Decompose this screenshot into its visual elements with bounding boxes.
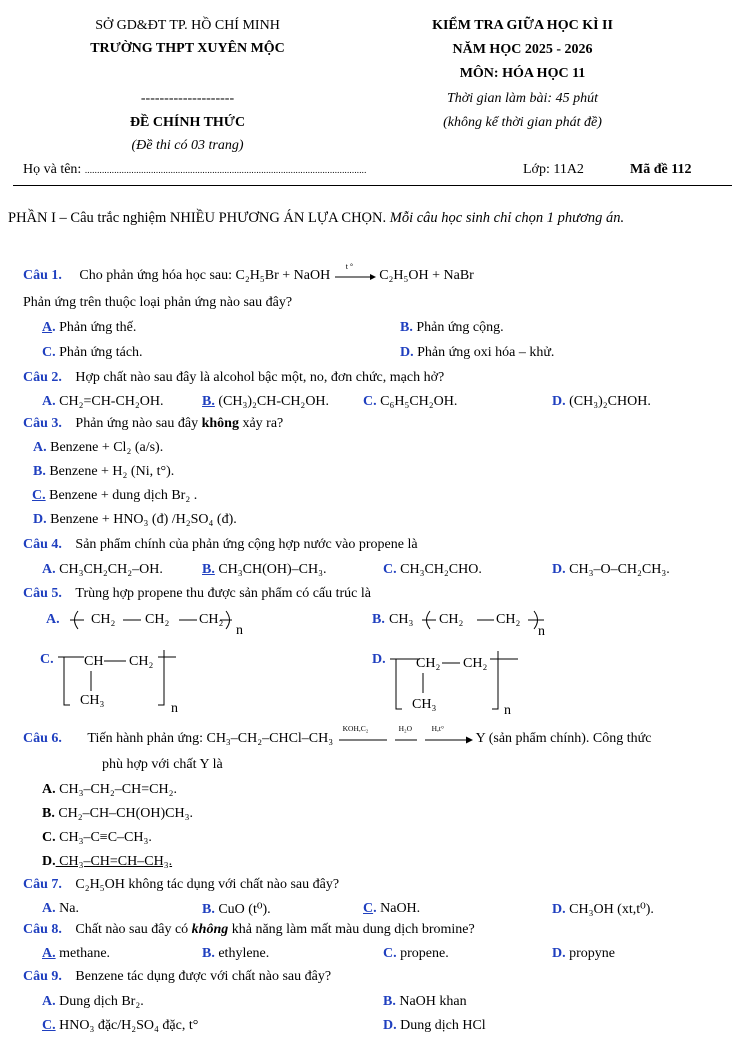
q1-option-a[interactable] <box>42 320 136 336</box>
reaction-right: C₂H₅OH + NaBr <box>379 268 474 283</box>
monomer-ch2-2: CH₂ <box>496 612 521 627</box>
question-5 <box>23 586 371 602</box>
option-letter: C <box>363 901 374 916</box>
option-text: propene. <box>396 946 449 961</box>
monomer-ch3: CH₃ <box>389 612 414 627</box>
option-letter: C. <box>42 830 56 845</box>
q1-option-b[interactable] <box>400 320 504 336</box>
q6-option-c[interactable] <box>42 830 152 846</box>
q7-option-a[interactable] <box>42 901 79 917</box>
q9-option-b[interactable] <box>383 994 467 1010</box>
header-divider: -------------------- <box>140 91 235 106</box>
option-letter: C. <box>32 488 46 503</box>
condition-2: H₂O <box>398 723 413 733</box>
question-3-number: Câu 3. <box>23 416 62 431</box>
q2-option-c[interactable] <box>363 394 457 410</box>
option-letter: A. <box>42 394 56 409</box>
option-letter: B. <box>33 464 46 479</box>
question-2-text: Hợp chất nào sau đây là alcohol bậc một, no, đơn chức, mạch hở? <box>75 370 445 385</box>
option-text: ethylene. <box>214 946 270 961</box>
option-text: CH₃OH (xt,t⁰). <box>565 902 654 917</box>
q4-option-b[interactable] <box>202 562 327 578</box>
q1-option-c[interactable] <box>42 345 143 361</box>
option-letter: D. <box>33 512 47 527</box>
option-letter: B. <box>372 612 385 627</box>
option-letter: D. <box>552 902 566 917</box>
option-text: Phản ứng cộng. <box>412 320 504 335</box>
option-text: NaOH khan <box>395 994 467 1009</box>
option-letter: D. <box>552 562 566 577</box>
backbone-ch2-1: CH₂ <box>416 656 441 671</box>
question-1-number: Câu 1. <box>23 268 62 283</box>
q2-option-d[interactable] <box>552 394 651 410</box>
monomer-ch2-3: CH₂ <box>199 612 224 627</box>
question-2 <box>23 370 444 386</box>
option-text: CH₂=CH-CH₂OH. <box>55 394 164 409</box>
q6-option-a[interactable] <box>42 782 177 798</box>
option-letter: D. <box>552 946 566 961</box>
q1-option-d[interactable] <box>400 345 554 361</box>
option-text: Phản ứng thế. <box>55 320 137 335</box>
option-text: Benzene + Cl₂ (a/s). <box>46 440 164 455</box>
option-letter: D. <box>552 394 566 409</box>
question-6-number: Câu 6. <box>23 731 62 746</box>
page-count: (Đề thi có 03 trang) <box>131 138 244 153</box>
q5-option-b[interactable] <box>372 605 572 647</box>
q7-option-d[interactable] <box>552 901 654 918</box>
option-text: CH₃–C≡C–CH₃. <box>55 830 152 845</box>
option-letter: A. <box>42 782 56 797</box>
name-dots: ................................................................................................................... <box>84 165 367 175</box>
condition-1: KOH,C₂ <box>342 723 369 733</box>
option-text: CH₃–CH₂–CH=CH₂. <box>55 782 177 797</box>
option-text: CH₃–O–CH₂CH₃. <box>565 562 670 577</box>
department-name: SỞ GD&ĐT TP. HỒ CHÍ MINH <box>95 18 280 33</box>
question-6-text-2: Y (sản phẩm chính). Công thức <box>475 731 652 746</box>
option-letter: A. <box>33 440 47 455</box>
header-rule <box>13 185 732 186</box>
q8-option-d[interactable] <box>552 946 615 962</box>
part1-heading <box>8 210 624 227</box>
q2-option-a[interactable] <box>42 394 164 410</box>
question-3-emphasis: không <box>201 416 239 431</box>
monomer-ch2-1: CH₂ <box>91 612 116 627</box>
option-letter: B. <box>42 806 55 821</box>
q6-option-d[interactable] <box>42 854 172 870</box>
q8-option-b[interactable] <box>202 946 269 962</box>
student-name-line <box>23 162 367 178</box>
option-text: Na. <box>55 901 79 916</box>
q3-option-d[interactable] <box>33 512 237 528</box>
arrow-icon <box>337 732 473 746</box>
q3-option-b[interactable] <box>33 464 174 480</box>
option-letter: B. <box>202 946 215 961</box>
option-letter: A. <box>42 562 56 577</box>
question-3-text: Phản ứng nào sau đây <box>75 416 202 431</box>
backbone-ch2: CH₂ <box>129 654 154 669</box>
option-letter: C. <box>363 394 377 409</box>
option-letter: A. <box>42 946 56 961</box>
question-1-stem: Phản ứng trên thuộc loại phản ứng nào sau đây? <box>23 295 293 310</box>
option-letter: D. <box>383 1018 397 1033</box>
part1-instruction: Mỗi câu học sinh chỉ chọn 1 phương án. <box>389 210 625 226</box>
question-4 <box>23 537 418 553</box>
option-letter: D. <box>42 854 56 869</box>
option-letter: A <box>42 320 53 335</box>
q8-option-c[interactable] <box>383 946 449 962</box>
option-letter: D. <box>400 345 414 360</box>
question-8-number: Câu 8. <box>23 922 62 937</box>
reaction-chain-arrow <box>337 723 473 746</box>
school-year: NĂM HỌC 2025 - 2026 <box>452 42 593 57</box>
question-7-text: C₂H₅OH không tác dụng với chất nào sau đây? <box>75 877 340 892</box>
option-text: Phản ứng tách. <box>55 345 143 360</box>
option-text: Dung dịch HCl <box>396 1018 486 1033</box>
option-letter: D. <box>372 652 386 667</box>
option-text: Dung dịch Br₂. <box>55 994 144 1009</box>
q5-option-c[interactable] <box>40 645 200 717</box>
option-letter: B. <box>202 902 215 917</box>
option-letter: A. <box>42 994 56 1009</box>
option-letter: C. <box>40 652 54 667</box>
repeat-n: n <box>538 624 545 639</box>
question-3-text-end: xảy ra? <box>238 416 284 431</box>
q6-option-b[interactable] <box>42 806 193 822</box>
q2-option-b[interactable] <box>202 394 329 410</box>
option-text: CH₂–CH–CH(OH)CH₃. <box>54 806 193 821</box>
option-text: (CH₃)₂CHOH. <box>565 394 651 409</box>
q5-option-d[interactable] <box>372 645 532 721</box>
question-6-text: Tiến hành phản ứng: CH₃–CH₂–CHCl–CH₃ <box>87 731 337 746</box>
condition-3: H,t° <box>431 723 445 733</box>
monomer-ch2-2: CH₂ <box>145 612 170 627</box>
arrow-icon <box>334 269 376 283</box>
class-label: Lớp: 11A2 <box>523 162 584 177</box>
option-text: NaOH. <box>376 901 421 916</box>
repeat-n: n <box>504 703 511 718</box>
option-text: CH₃CH(OH)–CH₃. <box>214 562 327 577</box>
option-text: propyne <box>565 946 616 961</box>
option-text: (CH₃)₂CH-CH₂OH. <box>214 394 330 409</box>
exam-code: Mã đề 112 <box>630 162 692 177</box>
option-dot: . <box>52 320 56 335</box>
q9-option-a[interactable] <box>42 994 144 1010</box>
q7-option-c[interactable] <box>363 901 420 917</box>
option-letter: C. <box>383 946 397 961</box>
q4-option-d[interactable] <box>552 562 670 578</box>
question-3 <box>23 416 283 432</box>
option-text: Benzene + H₂ (Ni, t°). <box>45 464 175 479</box>
reaction-arrow <box>334 261 376 283</box>
q4-option-c[interactable] <box>383 562 482 578</box>
q5-option-a[interactable] <box>46 605 276 647</box>
question-1-text: Cho phản ứng hóa học sau: <box>79 268 236 283</box>
question-7 <box>23 877 339 893</box>
q3-option-a[interactable] <box>33 440 163 456</box>
q8-option-a[interactable] <box>42 946 110 962</box>
q3-option-c[interactable] <box>23 488 197 504</box>
option-letter: B. <box>383 994 396 1009</box>
q9-option-c[interactable] <box>42 1018 198 1034</box>
reaction-condition: t ° <box>345 261 354 271</box>
option-text: HNO₃ đặc/H₂SO₄ đặc, t° <box>55 1018 199 1033</box>
option-text: CH₃CH₂CH₂–OH. <box>55 562 163 577</box>
option-text: Phản ứng oxi hóa – khử. <box>413 345 555 360</box>
backbone-ch: CH <box>84 654 104 669</box>
option-dot: . <box>373 901 377 916</box>
option-text: CuO (t⁰). <box>214 902 271 917</box>
question-4-text: Sản phẩm chính của phản ứng cộng hợp nước vào propene là <box>75 537 418 552</box>
exam-title: KIỂM TRA GIỮA HỌC KÌ II <box>432 18 613 33</box>
part1-title: PHẦN I – Câu trắc nghiệm NHIỀU PHƯƠNG ÁN LỰA CHỌN. <box>8 210 390 226</box>
branch-ch3: CH₃ <box>80 693 105 708</box>
exam-time: Thời gian làm bài: 45 phút <box>447 91 598 106</box>
option-letter: C. <box>383 562 397 577</box>
question-5-text: Trùng hợp propene thu được sản phẩm có cấu trúc là <box>75 586 371 601</box>
question-6 <box>23 723 652 747</box>
option-letter: B. <box>202 394 215 409</box>
option-letter: B. <box>202 562 215 577</box>
option-letter: C. <box>42 1018 56 1033</box>
branch-ch3: CH₃ <box>412 697 437 712</box>
q7-option-b[interactable] <box>202 901 271 918</box>
option-text: methane. <box>55 946 111 961</box>
official-label: ĐỀ CHÍNH THỨC <box>129 115 246 130</box>
question-5-number: Câu 5. <box>23 586 62 601</box>
question-8-text-end: khả năng làm mất màu dung dịch bromine? <box>228 922 475 937</box>
repeat-n: n <box>171 701 178 716</box>
school-name: TRƯỜNG THPT XUYÊN MỘC <box>90 41 285 56</box>
option-letter: C. <box>42 345 56 360</box>
option-letter: A. <box>46 612 60 627</box>
question-7-number: Câu 7. <box>23 877 62 892</box>
option-text: Benzene + HNO₃ (đ) /H₂SO₄ (đ). <box>46 512 237 527</box>
q9-option-d[interactable] <box>383 1018 486 1034</box>
exam-time-note: (không kể thời gian phát đề) <box>443 115 602 130</box>
subject: MÔN: HÓA HỌC 11 <box>459 66 586 81</box>
monomer-ch2-1: CH₂ <box>439 612 464 627</box>
q4-option-a[interactable] <box>42 562 163 578</box>
reaction-left: C₂H₅Br + NaOH <box>235 268 331 283</box>
option-text: Benzene + dung dịch Br₂ . <box>45 488 198 503</box>
question-2-number: Câu 2. <box>23 370 62 385</box>
question-1 <box>23 261 474 284</box>
option-text: CH₃–CH=CH–CH₃. <box>55 854 173 869</box>
question-9-text: Benzene tác dụng được với chất nào sau đây? <box>75 969 332 984</box>
option-letter: A. <box>42 901 56 916</box>
backbone-ch2-2: CH₂ <box>463 656 488 671</box>
option-text: CH₃CH₂CHO. <box>396 562 482 577</box>
option-text: C₆H₅CH₂OH. <box>376 394 458 409</box>
repeat-n: n <box>236 623 243 638</box>
question-9 <box>23 969 331 985</box>
question-4-number: Câu 4. <box>23 537 62 552</box>
question-8-text: Chất nào sau đây có <box>75 922 192 937</box>
question-6-text-3: phù hợp với chất Y là <box>102 757 223 772</box>
question-8 <box>23 922 475 938</box>
question-9-number: Câu 9. <box>23 969 62 984</box>
name-label: Họ và tên: <box>23 162 85 177</box>
question-8-emphasis: không <box>191 922 229 937</box>
option-letter: B. <box>400 320 413 335</box>
